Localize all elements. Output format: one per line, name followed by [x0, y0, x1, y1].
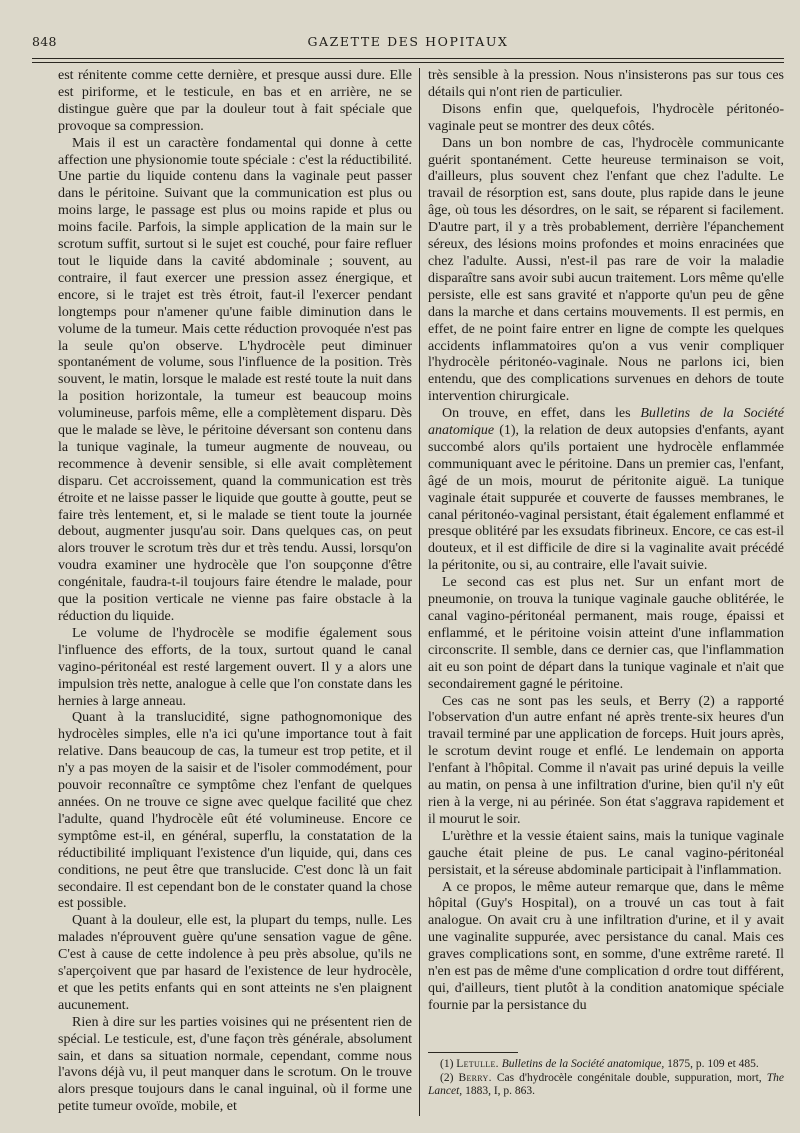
running-title: GAZETTE DES HOPITAUX — [307, 34, 509, 49]
footnote-number: (1) — [440, 1058, 457, 1070]
footnote-author: Letulle. — [456, 1058, 499, 1070]
footnote-text: Cas d'hydrocèle congénitale double, suppuration, mort, — [491, 1071, 762, 1084]
paragraph: Dans un bon nombre de cas, l'hydrocèle communicante guérit spontanément. Cette heureuse terminaison se voit, d'ailleurs, plus souvent chez l'enfant que chez l'adulte. Le travail de résorption est, sans doute, plus rapide dans le jeune âge, où tous les désordres, on le sait, se réparent si facilement. D'autre part, il y a très probablement, derrière l'épanchement séreux, des lésions moins profondes et moins enracinées que chez l'adulte. Aussi, n'est-il pas rare de voir la maladie disparaître sans avoir subi aucun traitement. Lors même qu'elle persiste, elle est sans gravité et n'apporte qu'un peu de gêne dans la marche et dans certains mouvements. Il est permis, en effet, de ne point faire entrer en ligne de compte les quelques accidents inflammatoires qu'on a vus venir compliquer l'hydrocèle péritonéo-vaginale. Nous ne parlons ici, bien entendu, que des complications survenues en dehors de toute intervention chirurgicale. — [428, 135, 784, 405]
paragraph-text: (1), la relation de deux autopsies d'enfants, ayant succombé alors qu'ils portaient une hydrocèle enflammée communiquant avec le péritoine. Dans un premier cas, l'enfant, âgé de un mois, mourut de péritonite aiguë. La tunique vaginale était suppurée et couverte de fausses membranes, le canal péritonéo-vaginal persistant, était également enflammé et presque oblitéré par les exsudats fibrineux. Encore, ce cas est-il douteux, et il est difficile de dire si la vaginalite avait précédé la péritonite, ou si, au contraire, elle l'avait suivie. — [428, 423, 784, 574]
paragraph: Mais il est un caractère fondamental qui donne à cette affection une physionomie toute spéciale : c'est la réductibilité. Une partie du liquide contenu dans la vaginale peut passer dans le péritoine. Suivant que la communication est plus ou moins large, le passage est plus ou moins rapide et plus ou moins facile. Parfois, la simple application de la main sur le scrotum suffit, surtout si le sujet est couché, pour faire refluer tout le liquide dans la cavité abdominale ; souvent, au contraire, il faut exercer une pression assez énergique, et encore, si le trajet est très étroit, faut-il l'exercer pendant longtemps pour n'amener qu'une faible diminution dans le volume de la tumeur. Mais cette réduction provoquée n'est pas la seule qu'on observe. L'hydrocèle peut diminuer spontanément de volume, sous l'influence de la position. Très souvent, le matin, lorsque le malade est resté toute la nuit dans la position horizontale, la tumeur est beaucoup moins volumineuse, parfois même, elle a complètement disparu. Dès que le malade se lève, le péritoine déversant son contenu dans la tunique vaginale, la tumeur augmente de nouveau, ou recommence à devenir sensible, si elle avait complètement disparu. Cet accroissement, quand la communication est très étroite et ne laisse passer le liquide que goutte à goutte, peut se faire très lentement, et, si le malade se tient toute la journée debout, augmenter jusqu'au soir. Dans quelques cas, on peut alors trouver le scrotum très dur et très tendu. Aussi, lorsqu'on voudra examiner une hydrocèle que l'on soupçonne d'être congénitale, faudra-t-il toujours faire étendre le malade, pour que la position verticale ne vienne pas faire obstacle à la réduction du liquide. — [58, 135, 412, 624]
paragraph: Quant à la translucidité, signe pathognomonique des hydrocèles simples, elle n'a ici qu'une importance tout à fait relative. Dans beaucoup de cas, la tumeur est trop petite, et il n'y a pas moyen de la saisir et de l'isoler commodément, pour pouvoir reconnaître ce symptôme chez l'enfant de quelques années. On ne trouve ce signe avec quelque facilité que chez l'adulte, quand l'hydrocèle eût été volumineuse. Encore ce symptôme est-il, en général, superflu, la constatation de la réductibilité impliquant l'existence d'un liquide, qui, dans ces conditions, ne peut être que translucide. C'est donc là un fait secondaire. Il est cependant bon de le constater quand la chose est possible. — [58, 710, 412, 912]
paragraph: très sensible à la pression. Nous n'insisterons pas sur tous ces détails qui n'ont rien de particulier. — [428, 68, 784, 100]
paragraph: Le volume de l'hydrocèle se modifie également sous l'influence des efforts, de la toux, surtout quand le canal vagino-péritonéal est resté largement ouvert. Il y a alors une impulsion très nette, analogue à celle que l'on constate dans les hernies à large anneau. — [58, 625, 412, 709]
footnote-reference: 1883, I, p. 863. — [462, 1085, 536, 1097]
footnote-number: (2) — [440, 1071, 459, 1084]
footnote-journal: The Lancet, — [428, 1071, 784, 1097]
footnote-author: Berry. — [458, 1071, 492, 1084]
page-number: 848 — [32, 34, 57, 49]
right-column — [428, 68, 784, 1015]
footnote-rule — [428, 1052, 518, 1053]
paragraph: A ce propos, le même auteur remarque que, dans le même hôpital (Guy's Hospital), on a trouvé un cas tout à fait analogue. On avait cru à une infiltration d'urine, et il y avait une vaginalite suppurée, avec persistance du canal. Mais ces graves complications sont, en somme, d'une extrême rareté. Il n'en est pas de même d'une complication d ordre tout différent, qui, d'ailleurs, tient plutôt à la condition anatomique spéciale fournie par la persistance du — [428, 879, 784, 1013]
paragraph: Quant à la douleur, elle est, la plupart du temps, nulle. Les malades n'éprouvent guère qu'une sensation vague de gêne. C'est à cause de cette indolence à peu près absolue, qu'ils ne s'aperçoivent que par hasard de l'existence de leur hydrocèle, et que les petits enfants qui en sont atteints ne s'en plaignent aucunement. — [58, 913, 412, 1013]
left-column — [58, 68, 412, 1116]
header-rule — [32, 58, 784, 59]
paragraph: est rénitente comme cette dernière, et presque aussi dure. Elle est piriforme, et le testicule, en bas et en arrière, ne se distingue guère que par la douleur tout à fait spéciale que provoque sa compression. — [58, 68, 412, 134]
footnote-2 — [428, 1072, 784, 1099]
paragraph: Le second cas est plus net. Sur un enfant mort de pneumonie, on trouva la tunique vaginale gauche oblitérée, le canal vagino-péritonéal permanent, mais rouge, épaissi et enflammé, et le péritoine voisin atteint d'une inflammation circonscrite. Il semble, dans ce dernier cas, que l'inflammation ait eu son point de départ dans la tunique vaginale et n'ait que secondairement gagné le péritoine. — [428, 575, 784, 692]
page-header — [32, 34, 784, 54]
paragraph: L'urèthre et la vessie étaient sains, mais la tunique vaginale gauche était pleine de pus. Le canal vagino-péritonéal persistait, et la séreuse abdominale participait à l'inflammation. — [428, 828, 784, 878]
footnote-journal: Bulletins de la Société anatomique, — [498, 1058, 665, 1070]
paragraph — [428, 406, 784, 575]
header-rule-thin — [32, 62, 784, 63]
paragraph: Disons enfin que, quelquefois, l'hydrocèle péritonéo-vaginale peut se montrer des deux côtés. — [428, 101, 784, 134]
paragraph: Ces cas ne sont pas les seuls, et Berry (2) a rapporté l'observation d'un autre enfant né après trente-six heures d'un travail terminé par une application de forceps. Huit jours après, le scrotum devint rouge et enflé. Le lendemain on apporta l'enfant à l'hôpital. Comme il n'avait pas uriné depuis la veille au matin, on pensa à une infiltration d'urine, bien qu'il n'y eût rien à la verge, ni au périnée. Son état s'aggrava rapidement et il mourut le soir. — [428, 693, 784, 827]
paragraph-text: On trouve, en effet, dans les — [442, 406, 641, 422]
footnote-1 — [428, 1058, 784, 1072]
journal-title: Bulletins de la Société anatomique — [428, 406, 784, 439]
footnote-reference: 1875, p. 109 et 485. — [664, 1058, 759, 1070]
paragraph: Rien à dire sur les parties voisines qui ne présentent rien de spécial. Le testicule, est, d'une façon très générale, absolument sain, et dans sa situation normale, cependant, comme nous l'avons déjà vu, il peut manquer dans le scrotum. On le trouve alors presque toujours dans le canal inguinal, où il forme une petite tumeur ovoïde, mobile, et — [58, 1014, 412, 1115]
column-divider — [419, 68, 420, 1116]
footnotes — [428, 1058, 784, 1099]
